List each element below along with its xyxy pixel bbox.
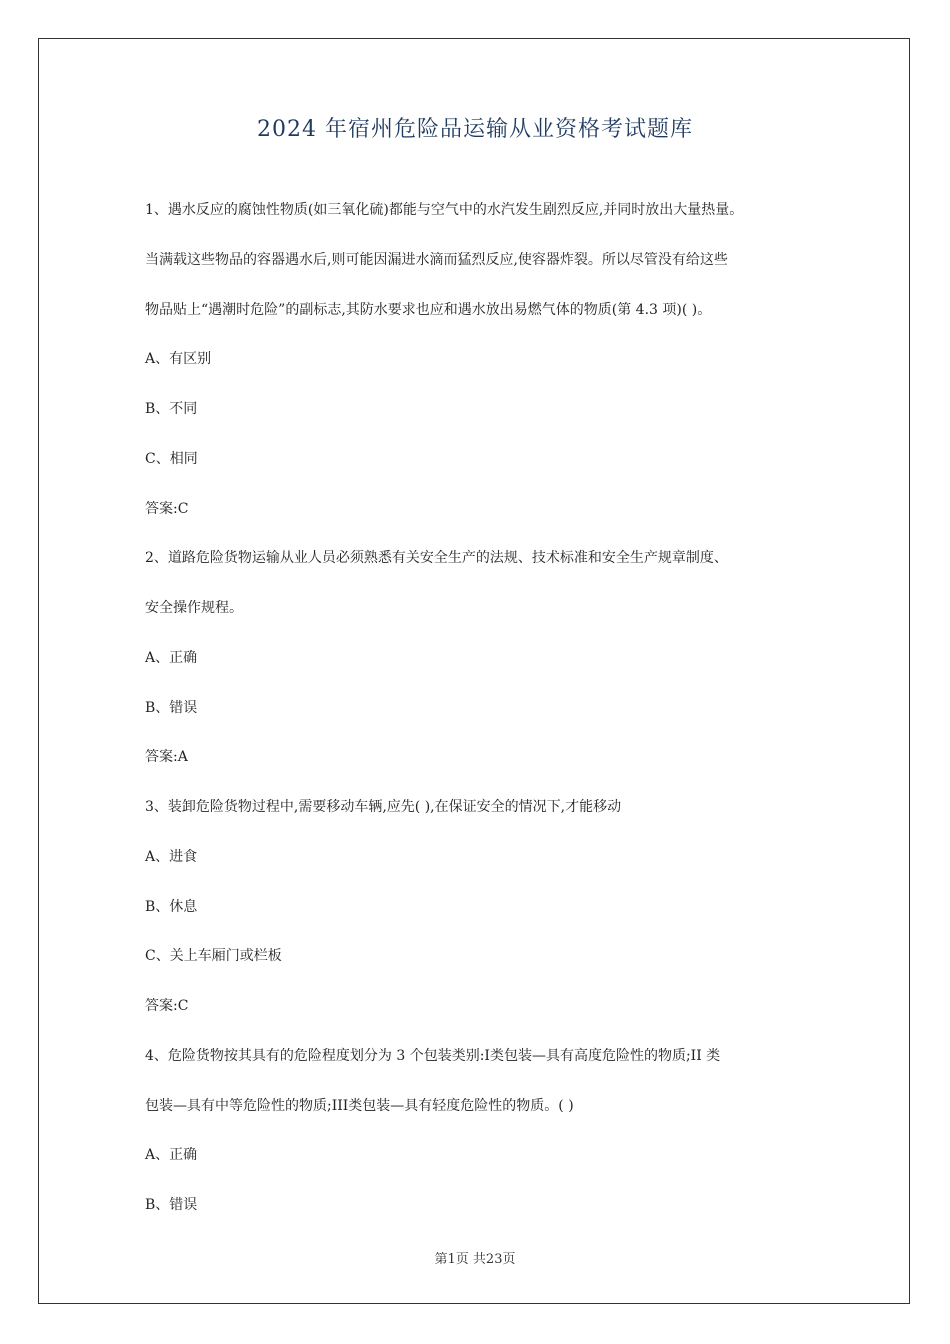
q1-option-a: A、有区别 — [145, 351, 212, 368]
q2-text-line-1: 2、道路危险货物运输从业人员必须熟悉有关安全生产的法规、技术标准和安全生产规章制度、 — [145, 550, 728, 567]
q1-text-line-3: 物品贴上“遇潮时危险”的副标志,其防水要求也应和遇水放出易燃气体的物质(第 4.3 项)( )。 — [145, 301, 712, 318]
q1-option-b: B、不同 — [145, 401, 198, 417]
q4-text-line-2: 包装—具有中等危险性的物质;III类包装—具有轻度危险性的物质。( ) — [145, 1097, 574, 1114]
q3-text-line-1: 3、装卸危险货物过程中,需要移动车辆,应先( ),在保证安全的情况下,才能移动 — [145, 799, 622, 815]
q3-option-b: B、休息 — [145, 898, 198, 915]
document-title: 2024 年宿州危险品运输从业资格考试题库 — [257, 117, 693, 142]
q4-option-b: B、错误 — [145, 1197, 198, 1213]
q3-option-c: C、关上车厢门或栏板 — [145, 948, 282, 965]
q1-text-line-2: 当满载这些物品的容器遇水后,则可能因漏进水滴而猛烈反应,使容器炸裂。所以尽管没有给这些 — [145, 251, 728, 268]
q2-answer: 答案:A — [145, 749, 188, 766]
question-content — [145, 200, 815, 1245]
q4-option-a: A、正确 — [145, 1147, 198, 1164]
page-footer: 第1页 共23页 — [434, 1252, 516, 1267]
q1-text-line-1: 1、遇水反应的腐蚀性物质(如三氧化硫)都能与空气中的水汽发生剧烈反应,并同时放出大量热量。 — [145, 202, 744, 218]
q3-option-a: A、进食 — [145, 848, 198, 865]
q1-option-c: C、相同 — [145, 450, 198, 467]
q2-text-line-2: 安全操作规程。 — [145, 600, 243, 616]
q2-option-b: B、错误 — [145, 699, 198, 716]
q2-option-a: A、正确 — [145, 649, 198, 666]
q3-answer: 答案:C — [145, 998, 189, 1014]
q4-text-line-1: 4、危险货物按其具有的危险程度划分为 3 个包装类别:I类包装—具有高度危险性的物质;II 类 — [145, 1047, 721, 1064]
q1-answer: 答案:C — [145, 500, 189, 517]
